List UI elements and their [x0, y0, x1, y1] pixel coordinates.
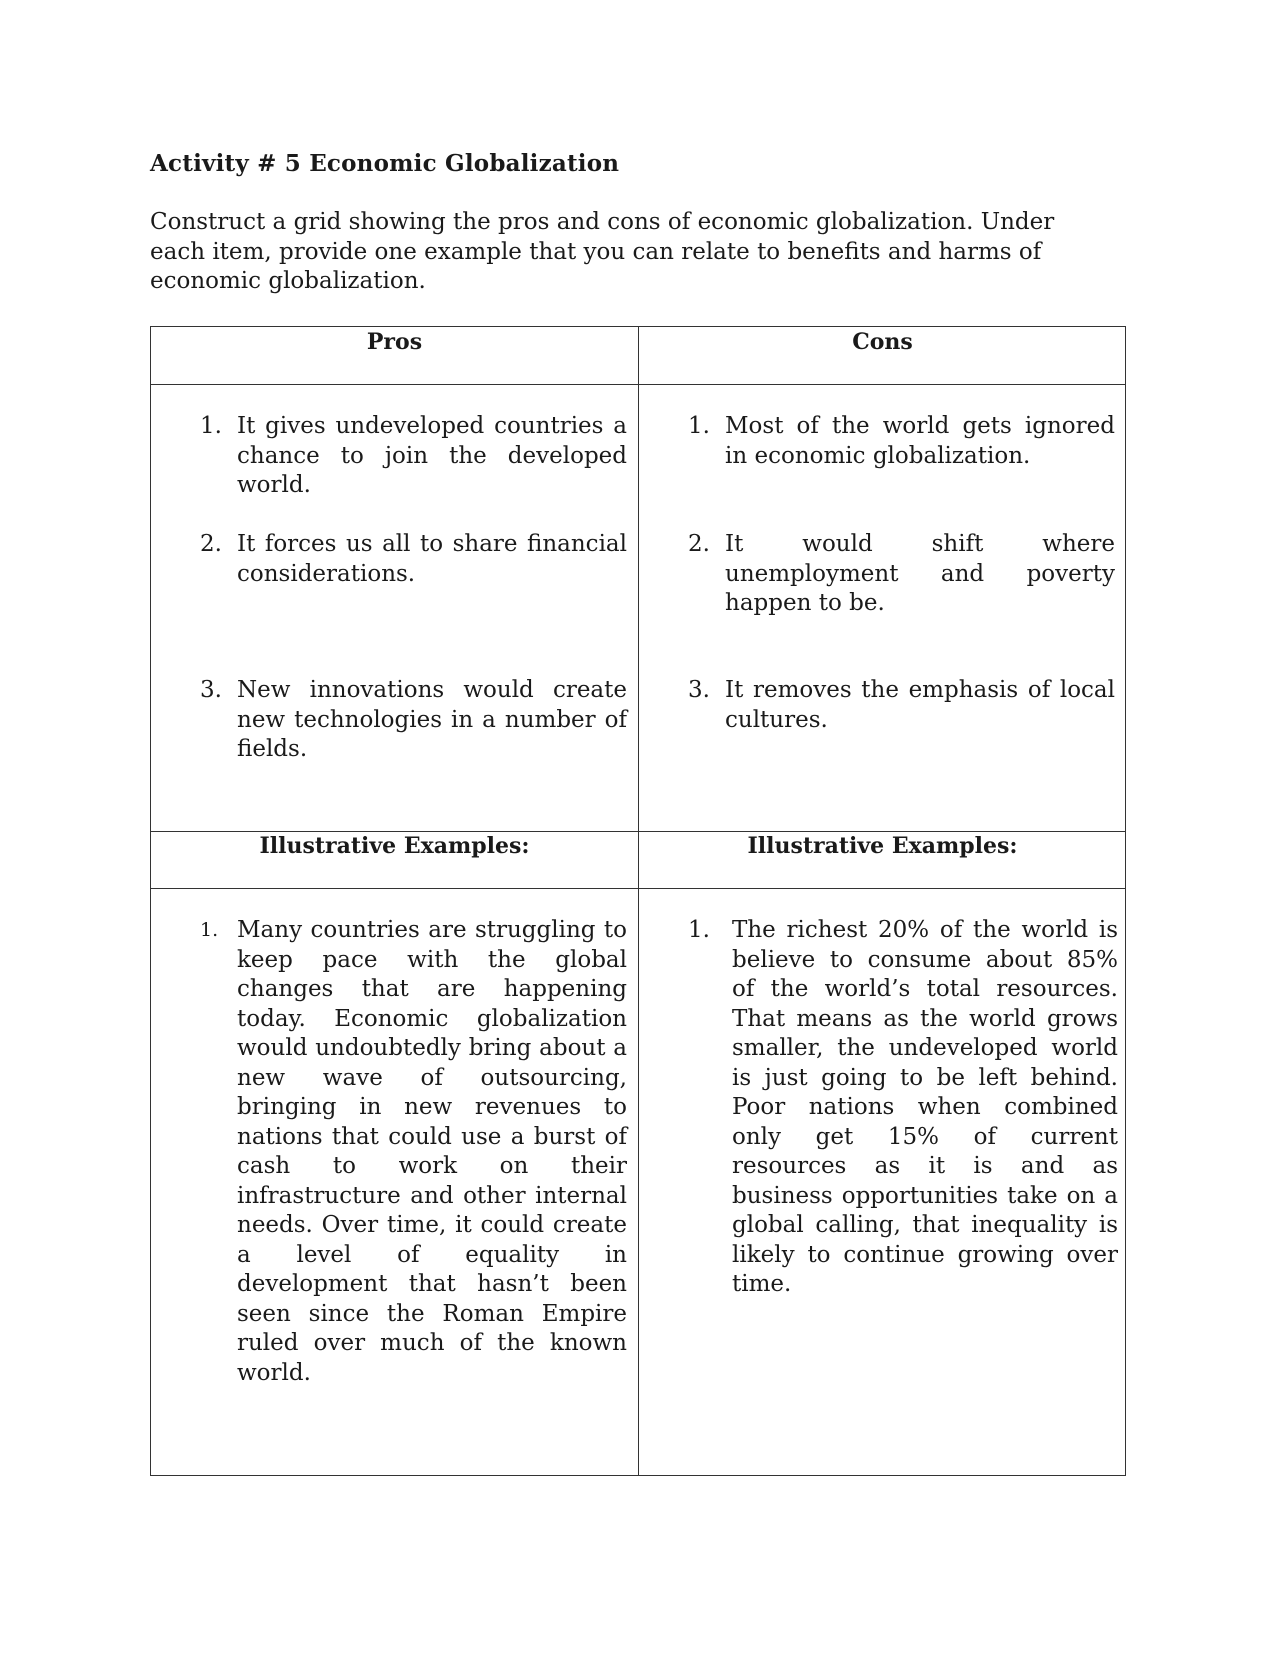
pros-header: Pros — [366, 329, 423, 355]
pros-item: New innovations would create new technologies in a number of fields. — [237, 677, 627, 762]
pros-item: It gives undeveloped countries a chance to join the developed world. — [237, 413, 627, 498]
cons-item: It would shift where unemployment and poverty happen to be. — [725, 531, 1115, 616]
pros-examples-cell — [151, 888, 638, 1476]
cons-item: It removes the emphasis of local cultures. — [725, 677, 1115, 733]
list-number: 3. — [688, 677, 710, 703]
cons-example-text: The richest 20% of the world is believe to consume about 85% of the world’s total resources. That means as the world grows smaller, the undeveloped world is just going to be left behind. Poor nations when combined only get 15% of current resources as it is and as business opportunities take on a global calling, that inequality is likely to continue growing over time. — [732, 917, 1118, 1297]
instructions-paragraph: Construct a grid showing the pros and cons of economic globalization. Under each item, provide one example that you can relate to benefits and harms of economic globalization. — [150, 209, 1055, 294]
list-number: 1. — [200, 919, 219, 941]
pros-cell — [151, 384, 638, 831]
list-number: 2. — [200, 531, 222, 557]
cons-header: Cons — [852, 329, 913, 355]
pros-examples-header: Illustrative Examples: — [259, 833, 530, 859]
list-number: 1. — [200, 413, 222, 439]
list-number: 1. — [688, 917, 710, 943]
activity-title: Activity # 5 Economic Globalization — [150, 150, 620, 177]
pros-item: It forces us all to share financial considerations. — [237, 531, 627, 587]
row-divider — [151, 831, 1125, 832]
cons-cell — [639, 384, 1126, 831]
cons-item: Most of the world gets ignored in economic globalization. — [725, 413, 1115, 469]
list-number: 3. — [200, 677, 222, 703]
pros-cons-grid — [150, 326, 1126, 1476]
cons-examples-cell — [639, 888, 1126, 1476]
pros-example-text: Many countries are struggling to keep pace with the global changes that are happening today. Economic globalization would undoubtedly bring about a new wave of outsourcing, bringing in new revenues to nations that could use a burst of cash to work on their infrastructure and other internal needs. Over time, it could create a level of equality in development that hasn’t been seen since the Roman Empire ruled over much of the known world. — [237, 917, 627, 1386]
list-number: 1. — [688, 413, 710, 439]
cons-examples-header: Illustrative Examples: — [747, 833, 1018, 859]
list-number: 2. — [688, 531, 710, 557]
